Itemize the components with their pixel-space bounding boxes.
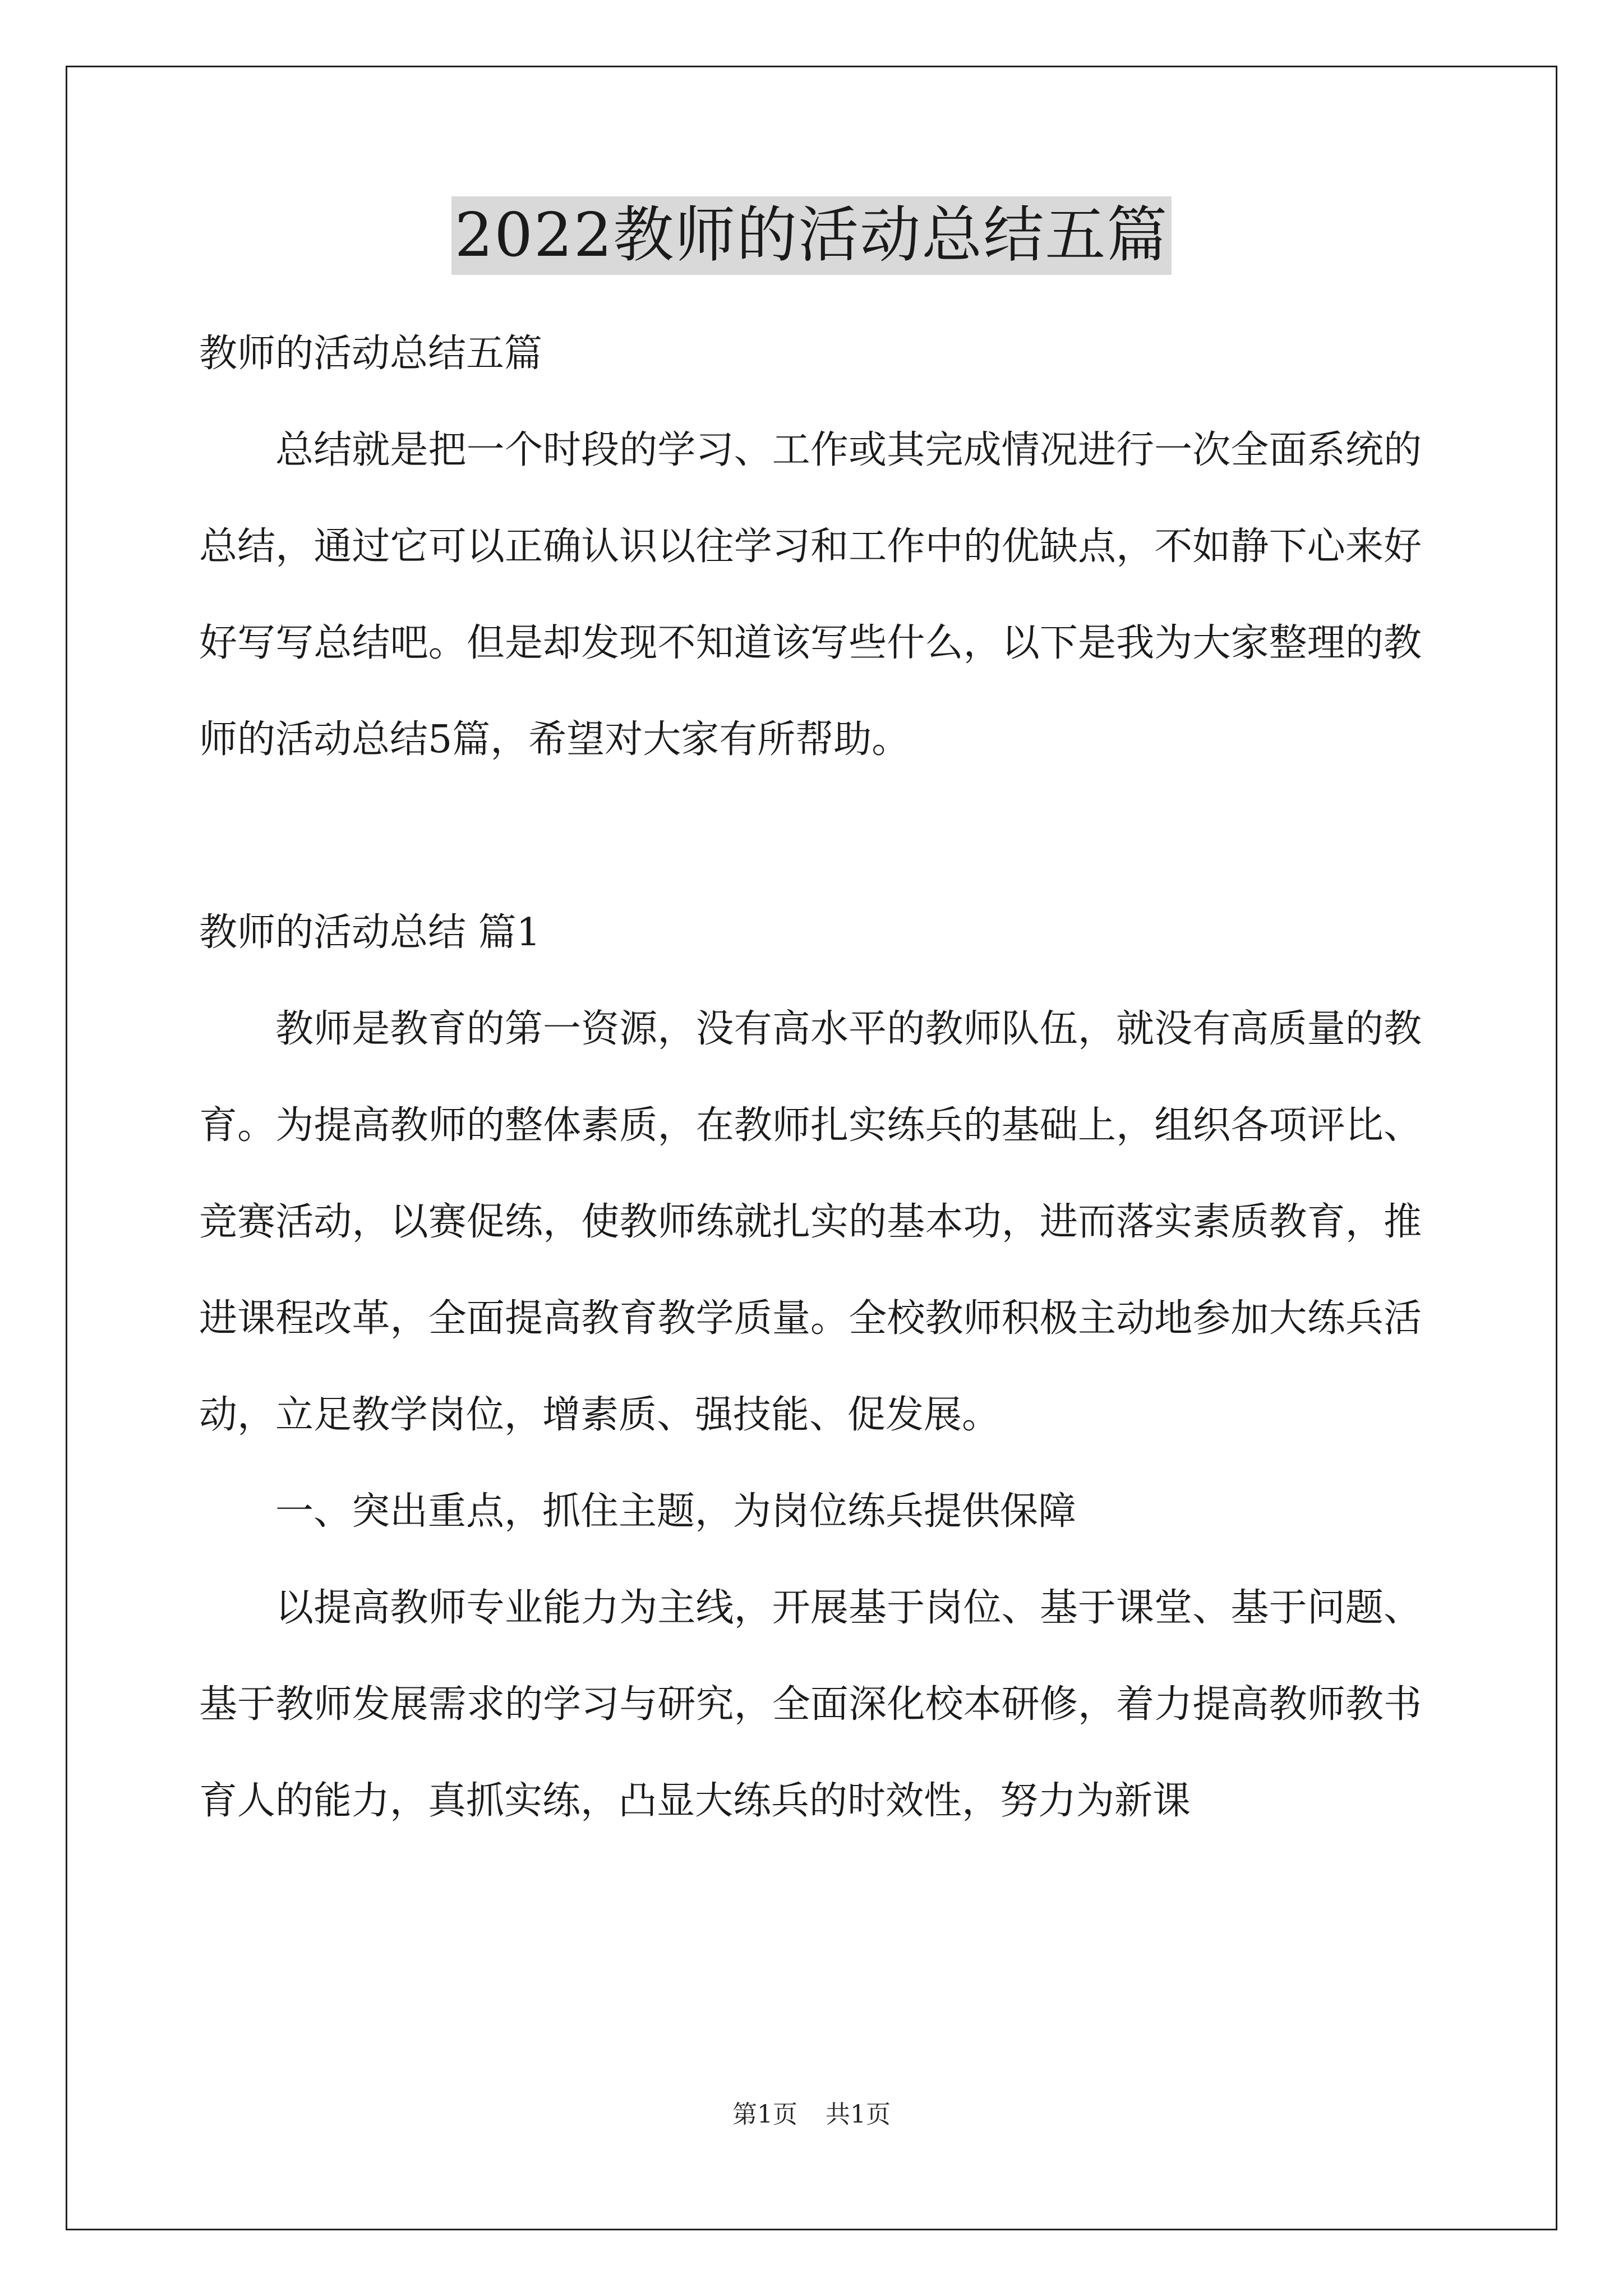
title-container bbox=[0, 196, 1623, 275]
page-footer bbox=[0, 2098, 1623, 2132]
intro-paragraph: 总结就是把一个时段的学习、工作或其完成情况进行一次全面系统的总结，通过它可以正确认识以往学习和工作中的优缺点，不如静下心来好好写写总结吧。但是却发现不知道该写些什么，以下是我为大家整理的教师的活动总结5篇，希望对大家有所帮助。 bbox=[199, 428, 1422, 762]
body-paragraph: 以提高教师专业能力为主线，开展基于岗位、基于课堂、基于问题、基于教师发展需求的学习与研究，全面深化校本研修，着力提高教师教书育人的能力，真抓实练，凸显大练兵的时效性，努力为新课 bbox=[199, 1586, 1422, 1823]
document-subtitle: 教师的活动总结五篇 bbox=[199, 332, 543, 376]
document-title: 2022教师的活动总结五篇 bbox=[451, 196, 1172, 275]
page-number: 第1页 bbox=[732, 2100, 797, 2129]
subheading-paragraph: 一、突出重点，抓住主题，为岗位练兵提供保障 bbox=[275, 1489, 1077, 1534]
spacer bbox=[199, 788, 1422, 885]
body-paragraph: 教师是教育的第一资源，没有高水平的教师队伍，就没有高质量的教育。为提高教师的整体素质，在教师扎实练兵的基础上，组织各项评比、竞赛活动，以赛促练，使教师练就扎实的基本功，进而落实素质教育，推进课程改革，全面提高教育教学质量。全校教师积极主动地参加大练兵活动，立足教学岗位，增素质、强技能、促发展。 bbox=[199, 1007, 1422, 1437]
section-heading: 教师的活动总结 篇1 bbox=[199, 910, 541, 955]
page-total: 共1页 bbox=[826, 2100, 891, 2129]
document-body bbox=[199, 306, 1422, 1849]
